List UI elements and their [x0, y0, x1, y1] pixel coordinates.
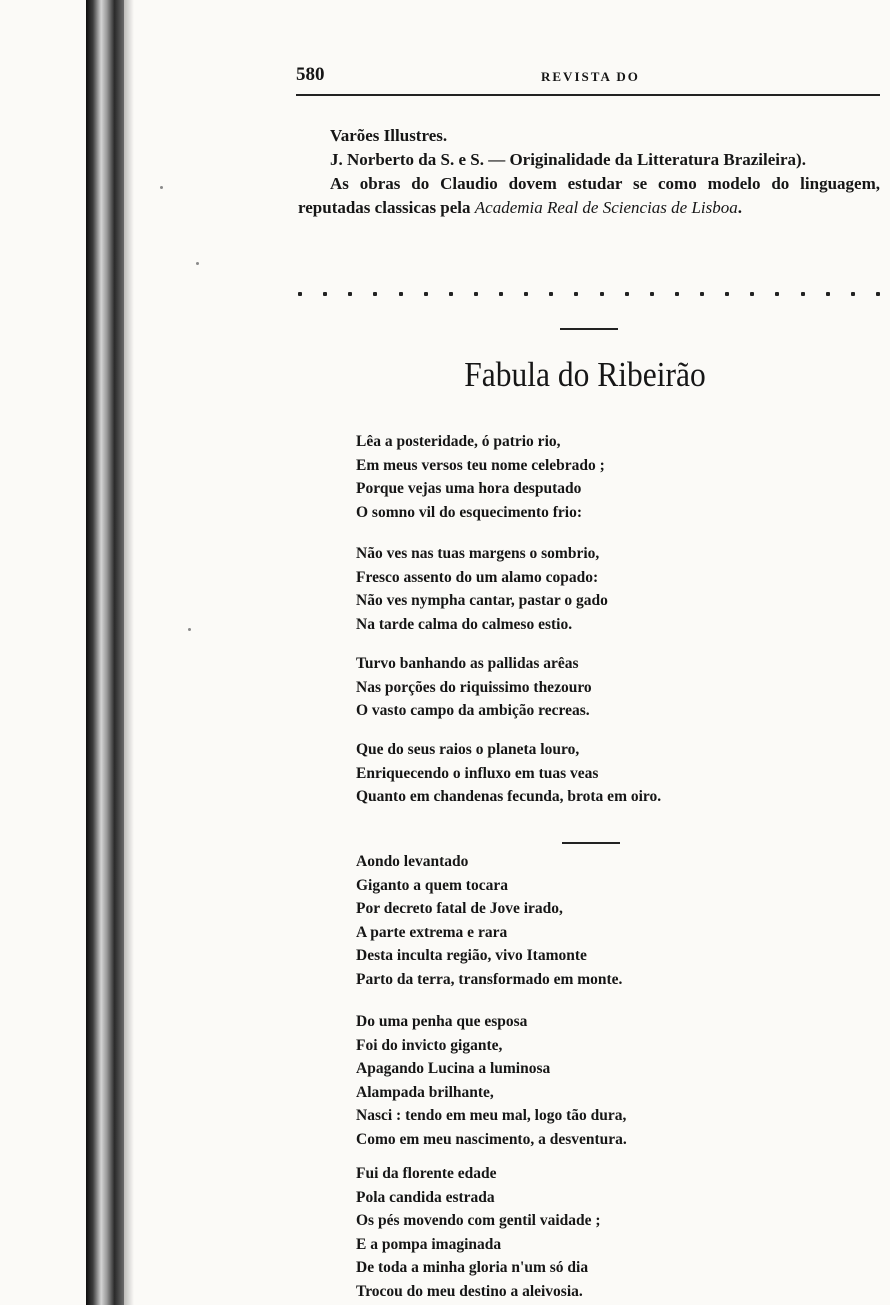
poem-line: Do uma penha que esposa: [356, 1013, 528, 1030]
poem-line: Pola candida estrada: [356, 1188, 495, 1206]
poem-stanza: [356, 1162, 601, 1303]
dot: [474, 292, 478, 296]
poem-title: Fabula do Ribeirão: [464, 355, 706, 394]
dot: [574, 292, 578, 296]
prose-paragraph: [298, 124, 880, 148]
dot: [725, 292, 729, 296]
section-separator: [562, 842, 620, 844]
page-number: 580: [296, 64, 325, 85]
poem-line: Nas porções do riquissimo thezouro: [356, 678, 592, 696]
poem-line: O somno vil do esquecimento frio:: [356, 503, 583, 521]
binding-shadow: [124, 0, 134, 1305]
dot: [826, 292, 830, 296]
prose-block: [298, 124, 880, 220]
poem-line: Turvo banhando as pallidas arêas: [356, 655, 579, 672]
poem-line: Desta inculta região, vivo Itamonte: [356, 947, 587, 964]
poem-stanza: [356, 542, 608, 636]
dot: [876, 292, 880, 296]
prose-text: As obras do Claudio dovem estudar se como modelo do linguagem, reputadas classicas pela: [298, 174, 880, 217]
paper-speck: [196, 262, 199, 265]
dot: [625, 292, 629, 296]
poem-stanza: [356, 738, 661, 809]
dot: [298, 292, 302, 296]
poem-line: Foi do invicto gigante,: [356, 1036, 503, 1054]
poem-line: O vasto campo da ambição recreas.: [356, 702, 590, 719]
dot: [700, 292, 704, 296]
dot: [424, 292, 428, 296]
poem-stanza: [356, 1010, 627, 1151]
poem-line: Parto da terra, transformado em monte.: [356, 970, 623, 988]
prose-text: J. Norberto da S. e S. — Originalidade da Litteratura Brazileira).: [330, 150, 806, 169]
ellipsis-dots: [298, 284, 880, 304]
poem-line: De toda a minha gloria n'um só dia: [356, 1259, 589, 1276]
section-separator: [560, 328, 618, 330]
page-header: [296, 62, 880, 88]
dot: [675, 292, 679, 296]
dot: [801, 292, 805, 296]
header-rule: [296, 94, 880, 96]
poem-line: Que do seus raios o planeta louro,: [356, 741, 580, 758]
dot: [549, 292, 553, 296]
dot: [650, 292, 654, 296]
poem-line: Fui da florente edade: [356, 1165, 497, 1182]
dot: [323, 292, 327, 296]
prose-text: .: [737, 198, 743, 217]
poem-line: Fresco assento do um alamo copado:: [356, 568, 599, 586]
poem-line: Giganto a quem tocara: [356, 876, 508, 894]
dot: [775, 292, 779, 296]
dot: [373, 292, 377, 296]
dot: [524, 292, 528, 296]
poem-line: Os pés movendo com gentil vaidade ;: [356, 1212, 601, 1229]
poem-line: Lêa a posteridade, ó patrio rio,: [356, 433, 561, 450]
poem-line: Não ves nympha cantar, pastar o gado: [356, 592, 608, 609]
dot: [851, 292, 855, 296]
poem-line: A parte extrema e rara: [356, 923, 508, 941]
poem-line: Como em meu nascimento, a desventura.: [356, 1130, 627, 1148]
poem-line: Apagando Lucina a luminosa: [356, 1060, 551, 1077]
poem-line: Alampada brilhante,: [356, 1083, 494, 1101]
poem-line: Quanto em chandenas fecunda, brota em oiro.: [356, 788, 662, 805]
poem-stanza: [356, 430, 605, 524]
dot: [499, 292, 503, 296]
poem-line: Aondo levantado: [356, 853, 469, 870]
poem-line: Trocou do meu destino a aleivosia.: [356, 1282, 583, 1300]
poem-line: Porque vejas uma hora desputado: [356, 480, 582, 497]
dot: [348, 292, 352, 296]
book-binding-edge: [86, 0, 124, 1305]
prose-paragraph: [298, 148, 880, 172]
poem-stanza: [356, 652, 592, 723]
running-title: REVISTA DO: [541, 69, 640, 84]
paper-speck: [188, 628, 191, 631]
paper-speck: [160, 186, 163, 189]
poem-line: Enriquecendo o influxo em tuas veas: [356, 764, 599, 782]
poem-line: Em meus versos teu nome celebrado ;: [356, 456, 605, 474]
prose-text: Varões Illustres.: [330, 126, 448, 145]
poem-line: Por decreto fatal de Jove irado,: [356, 900, 563, 917]
dot: [399, 292, 403, 296]
poem-line: Na tarde calma do calmeso estio.: [356, 615, 573, 633]
prose-italic-text: Academia Real de Sciencias de Lisboa: [474, 198, 738, 217]
poem-line: E a pompa imaginada: [356, 1235, 502, 1253]
prose-paragraph: [298, 172, 880, 220]
dot: [750, 292, 754, 296]
poem-stanza: [356, 850, 622, 991]
dot: [600, 292, 604, 296]
poem-line: Não ves nas tuas margens o sombrio,: [356, 545, 600, 562]
poem-line: Nasci : tendo em meu mal, logo tão dura,: [356, 1107, 627, 1124]
dot: [449, 292, 453, 296]
